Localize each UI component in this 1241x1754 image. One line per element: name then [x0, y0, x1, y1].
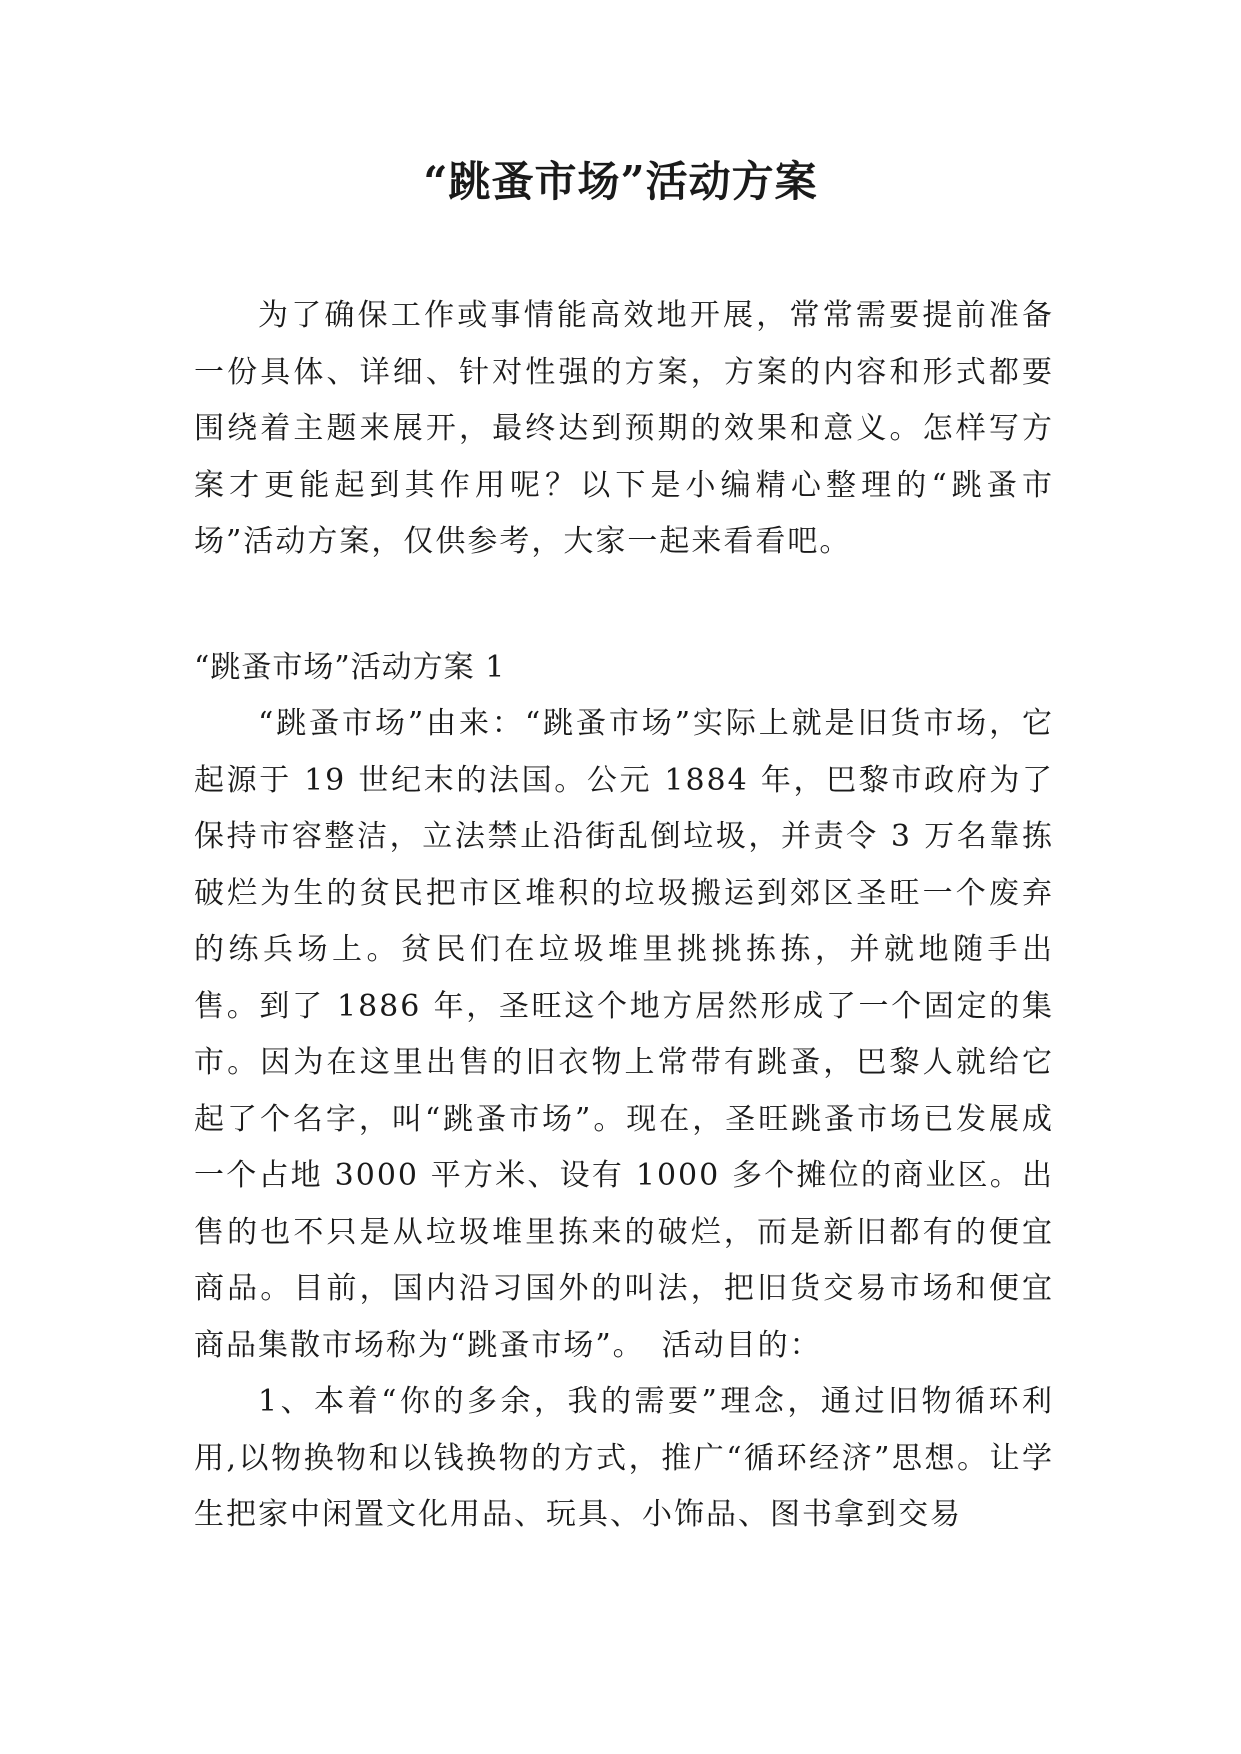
section-heading: “跳蚤市场”活动方案 1	[194, 650, 506, 685]
body-paragraph-goal-1: 1、本着“你的多余，我的需要”理念，通过旧物循环利用,以物换物和以钱换物的方式，推广“循环经济”思想。让学生把家中闲置文化用品、玩具、小饰品、图书拿到交易	[194, 1384, 1054, 1532]
document-title: “跳蚤市场”活动方案	[423, 157, 818, 206]
intro-paragraph: 为了确保工作或事情能高效地开展，常常需要提前准备一份具体、详细、针对性强的方案，方案的内容和形式都要围绕着主题来展开，最终达到预期的效果和意义。怎样写方案才更能起到其作用呢？以下是小编精心整理的“跳蚤市场”活动方案，仅供参考，大家一起来看看吧。	[194, 298, 1054, 559]
body-paragraph-origin: “跳蚤市场”由来：“跳蚤市场”实际上就是旧货市场，它起源于 19 世纪末的法国。公元 1884 年，巴黎市政府为了保持市容整洁，立法禁止沿街乱倒垃圾，并责令 3 万名靠拣破烂为生的贫民把市区堆积的垃圾搬运到郊区圣旺一个废弃的练兵场上。贫民们在垃圾堆里挑挑拣拣，并就地随手出售。到了 1886 年，圣旺这个地方居然形成了一个固定的集市。因为在这里出售的旧衣物上常带有跳蚤，巴黎人就给它起了个名字，叫“跳蚤市场”。现在，圣旺跳蚤市场已发展成一个占地 3000 平方米、设有 1000 多个摊位的商业区。出售的也不只是从垃圾堆里拣来的破烂，而是新旧都有的便宜商品。目前，国内沿习国外的叫法，把旧货交易市场和便宜商品集散市场称为“跳蚤市场”。 活动目的：	[194, 706, 1054, 1363]
section-body	[194, 696, 1054, 1544]
